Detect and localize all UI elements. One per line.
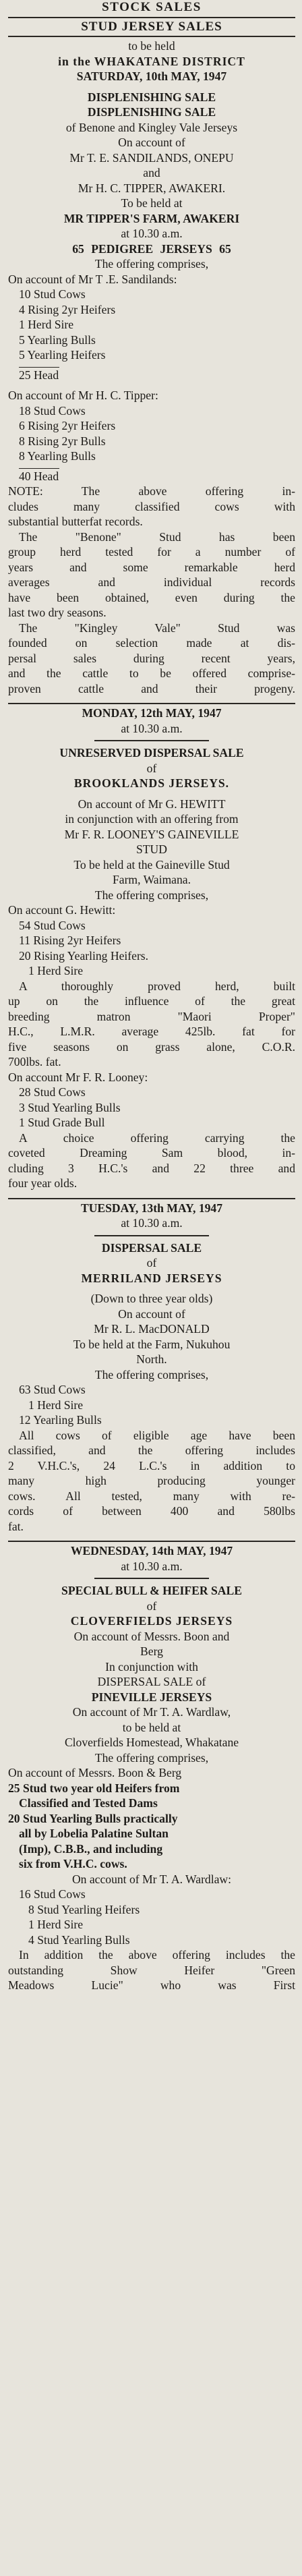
list-item: 1 Stud Grade Bull <box>19 1116 105 1129</box>
section-header: STOCK SALES <box>102 0 202 14</box>
text-line: last two dry seasons. <box>8 606 107 619</box>
sale-time: at 10.30 a.m. <box>121 1216 183 1230</box>
text-line: NOTE: The above offering in- <box>8 484 295 498</box>
text-line: On account of Mr H. C. Tipper: <box>8 389 158 402</box>
total-head: 40 Head <box>19 469 59 483</box>
text-line: On account of Mr T .E. Sandilands: <box>8 272 177 286</box>
brooklands-section <box>8 706 295 1191</box>
cloverfields-section <box>8 1543 295 1993</box>
stud-jersey-body <box>8 38 295 696</box>
list-item: 25 Stud two year old Heifers from <box>8 1781 180 1795</box>
list-item: 5 Yearling Bulls <box>19 333 96 347</box>
list-item: 4 Stud Yearling Bulls <box>28 1933 130 1947</box>
sale-title: SPECIAL BULL & HEIFER SALE <box>61 1584 242 1597</box>
text-line: A choice offering carrying the <box>19 1130 295 1145</box>
text-line: four year olds. <box>8 1176 78 1190</box>
list-item: 12 Yearling Bulls <box>19 1413 102 1427</box>
text-line: The offering comprises, <box>94 257 209 270</box>
text-line: The "Benone" Stud has been <box>19 529 295 544</box>
text-line: DISPLENISHING SALE <box>87 90 216 104</box>
text-line: cords of between 400 and 580lbs <box>8 1504 295 1518</box>
list-item: 28 Stud Cows <box>19 1085 86 1099</box>
sale-date: WEDNESDAY, 14th MAY, 1947 <box>70 1544 233 1557</box>
text-line: to be held <box>128 39 175 53</box>
text-line: 2 V.H.C.'s, 24 L.C.'s in addition to <box>8 1458 295 1472</box>
text-line: of Benone and Kingley Vale Jerseys <box>65 120 238 134</box>
sale-time: at 10.30 a.m. <box>121 1559 183 1573</box>
sale-title-of: of <box>146 761 157 775</box>
text-line: To be held at <box>121 196 183 210</box>
sale-date: MONDAY, 12th MAY, 1947 <box>82 706 222 720</box>
list-item: 16 Stud Cows <box>19 1887 86 1901</box>
stud-jersey-title: STUD JERSEY SALES <box>81 19 222 34</box>
sale-date: TUESDAY, 13th MAY, 1947 <box>80 1201 223 1215</box>
text-line: On account of Mr T. A. Wardlaw, <box>72 1705 231 1719</box>
text-line: persal sales during recent years, <box>8 651 295 665</box>
text-line: Berg <box>140 1644 163 1658</box>
list-item: 11 Rising 2yr Heifers <box>19 934 121 947</box>
text-line: to be held at <box>122 1720 181 1734</box>
divider <box>8 1198 295 1199</box>
text-line: On account of <box>118 136 185 149</box>
text-line: On account of Messrs. Boon and <box>73 1629 230 1643</box>
text-line: at 10.30 a.m. <box>121 227 183 240</box>
text-line: six from V.H.C. cows. <box>19 1857 127 1870</box>
text-line: In conjunction with <box>105 1659 198 1673</box>
text-line: and <box>143 166 160 179</box>
text-line: On account of Messrs. Boon & Berg <box>8 1766 182 1779</box>
text-line: averages and individual records <box>8 575 295 589</box>
text-line: cludes many classified cows with <box>8 499 295 513</box>
text-line: To be held at the Farm, Nukuhou <box>73 1337 231 1351</box>
text-line: outstanding Show Heifer "Green <box>8 1963 295 1977</box>
text-line: years and some remarkable herd <box>8 560 295 574</box>
divider <box>8 36 295 37</box>
sale-title: DISPERSAL SALE <box>101 1240 202 1255</box>
list-item: 54 Stud Cows <box>19 918 86 932</box>
text-line: DISPERSAL SALE of <box>97 1675 206 1688</box>
list-item: 1 Herd Sire <box>28 964 84 977</box>
text-line: To be held at the Gaineville Stud <box>73 857 230 871</box>
text-line: founded on selection made at dis- <box>8 636 295 650</box>
text-line: All cows of eligible age have been <box>19 1428 295 1442</box>
list-item: 1 Herd Sire <box>28 1918 84 1931</box>
text-line: all by Lobelia Palatine Sultan <box>19 1827 169 1840</box>
text-line: proven cattle and their progeny. <box>8 681 295 695</box>
list-item: 6 Rising 2yr Heifers <box>19 419 116 432</box>
divider <box>94 1235 209 1236</box>
text-line: Mr H. C. TIPPER, AWAKERI. <box>78 181 226 195</box>
text-line: five seasons on grass alone, C.O.R. <box>8 1039 295 1054</box>
sale-time: at 10.30 a.m. <box>121 721 183 735</box>
text-line: (Imp), C.B.B., and including <box>19 1841 163 1856</box>
total-head: 25 Head <box>19 368 59 382</box>
text-line: 65 PEDIGREE JERSEYS 65 <box>72 241 231 256</box>
text-line: Classified and Tested Dams <box>19 1796 158 1810</box>
list-item: 3 Stud Yearling Bulls <box>19 1100 121 1114</box>
text-line: PINEVILLE JERSEYS <box>91 1690 212 1704</box>
text-line: breeding matron "Maori Proper" <box>8 1009 295 1023</box>
text-line: STUD <box>136 842 167 856</box>
sale-title-name: MERRILAND JERSEYS <box>81 1271 222 1285</box>
sale-title-of: of <box>146 1599 157 1613</box>
text-line: coveted Dreaming Sam blood, in- <box>8 1146 295 1160</box>
text-line: in the WHAKATANE DISTRICT <box>58 54 245 68</box>
list-item: 8 Stud Yearling Heifers <box>28 1902 140 1916</box>
divider <box>94 740 209 741</box>
list-item: 8 Rising 2yr Bulls <box>19 434 106 448</box>
list-item: 4 Rising 2yr Heifers <box>19 302 116 316</box>
text-line: The offering comprises, <box>94 1367 209 1381</box>
list-item: 10 Stud Cows <box>19 287 86 301</box>
text-line: Meadows Lucie" who was First <box>8 1978 295 1992</box>
text-line: On account G. Hewitt: <box>8 903 116 917</box>
text-line: A thoroughly proved herd, built <box>19 979 295 993</box>
list-item: 20 Stud Yearling Bulls practically <box>8 1811 178 1825</box>
text-line: The "Kingley Vale" Stud was <box>19 621 295 635</box>
text-line: cluding 3 H.C.'s and 22 three and <box>8 1161 295 1175</box>
list-item: 20 Rising Yearling Heifers. <box>19 948 149 963</box>
sale-title-of: of <box>146 1256 157 1269</box>
divider <box>8 1541 295 1542</box>
text-line: Mr F. R. LOONEY'S GAINEVILLE <box>64 827 239 841</box>
sale-title-name: BROOKLANDS JERSEYS. <box>73 776 230 790</box>
sale-title-name: CLOVERFIELDS JERSEYS <box>70 1614 233 1628</box>
list-item: 5 Yearling Heifers <box>19 348 106 362</box>
divider <box>8 17 295 18</box>
text-line: On account of <box>118 1307 185 1321</box>
text-line: On account Mr F. R. Looney: <box>8 1070 148 1084</box>
text-line: The offering comprises, <box>94 888 209 902</box>
text-line: H.C., L.M.R. average 425lb. fat for <box>8 1025 295 1038</box>
text-line: 700lbs. fat. <box>8 1055 61 1068</box>
sale-title: UNRESERVED DISPERSAL SALE <box>59 746 244 760</box>
text-line: DISPLENISHING SALE <box>87 105 216 119</box>
text-line: have been obtained, even during the <box>8 590 295 604</box>
text-line: MR TIPPER'S FARM, AWAKERI <box>63 211 240 225</box>
merriland-section <box>8 1201 295 1535</box>
text-line: The offering comprises, <box>94 1750 209 1765</box>
divider <box>94 1578 209 1579</box>
text-line: Mr R. L. MacDONALD <box>94 1322 210 1336</box>
text-line: cows. All tested, many with re- <box>8 1489 295 1503</box>
list-item: 1 Herd Sire <box>28 1398 84 1412</box>
divider <box>8 703 295 704</box>
text-line: group herd tested for a number of <box>8 545 295 559</box>
text-line: up on the influence of the great <box>8 994 295 1008</box>
list-item: 1 Herd Sire <box>19 318 74 331</box>
text-line: On account of Mr T. A. Wardlaw: <box>71 1872 232 1886</box>
list-item: 18 Stud Cows <box>19 403 86 418</box>
list-item: 63 Stud Cows <box>19 1383 86 1396</box>
text-line: many high producing younger <box>8 1474 295 1487</box>
text-line: substantial butterfat records. <box>8 515 143 528</box>
text-line: On account of Mr G. HEWITT <box>78 797 226 811</box>
text-line: in conjunction with an offering from <box>65 812 239 826</box>
text-line: (Down to three year olds) <box>90 1292 213 1305</box>
text-line: fat. <box>8 1519 24 1533</box>
text-line: North. <box>136 1352 167 1366</box>
text-line: classified, and the offering includes <box>8 1443 295 1457</box>
text-line: Cloverfields Homestead, Whakatane <box>64 1736 239 1749</box>
text-line: and the cattle to be offered comprise- <box>8 666 295 680</box>
list-item: 8 Yearling Bulls <box>19 449 96 463</box>
text-line: Mr T. E. SANDILANDS, ONEPU <box>69 150 234 165</box>
text-line: In addition the above offering includes the <box>19 1948 295 1962</box>
text-line: SATURDAY, 10th MAY, 1947 <box>76 69 227 83</box>
text-line: Farm, Waimana. <box>112 873 191 886</box>
